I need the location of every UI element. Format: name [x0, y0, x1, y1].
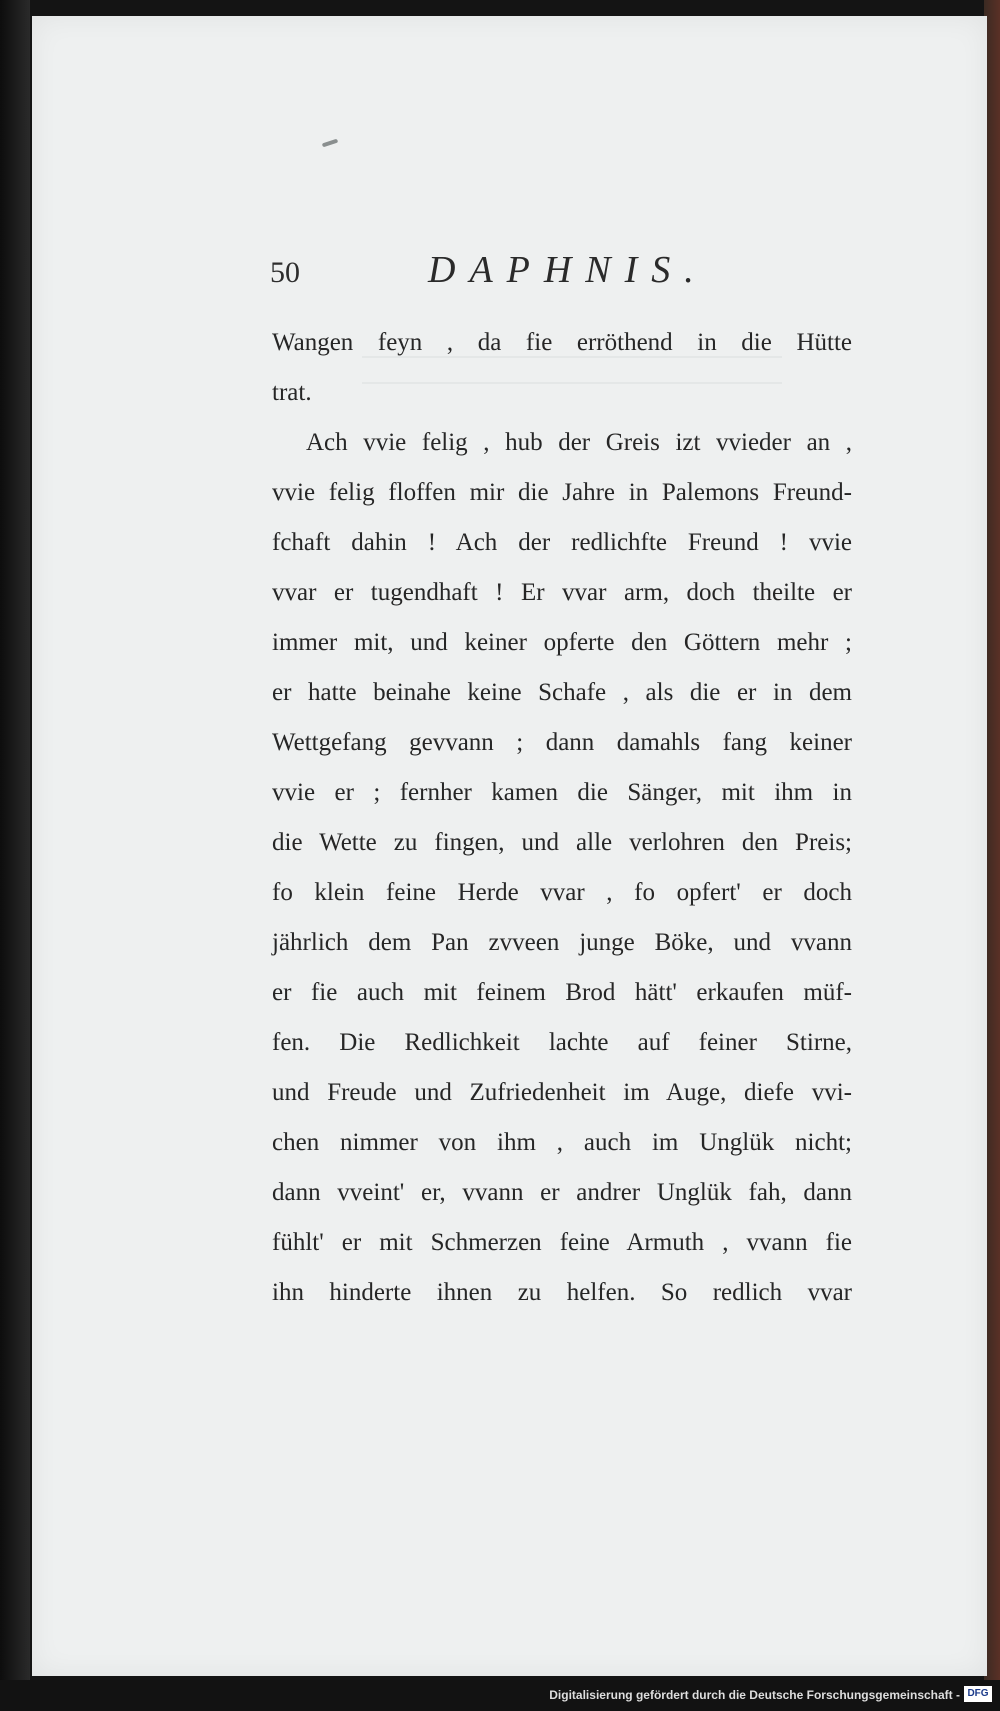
- page-header: [270, 248, 870, 298]
- footer-bar: [0, 1680, 1000, 1711]
- text-line: fen. Die Redlichkeit lachte auf feiner Stirne,: [272, 1029, 852, 1056]
- dfg-logo: DFG: [964, 1686, 992, 1702]
- running-title: DAPHNIS.: [428, 249, 708, 291]
- text-line: trat.: [272, 379, 312, 406]
- text-line: er hatte beinahe keine Schafe , als die er in dem: [272, 679, 852, 706]
- text-line: Ach vvie felig , hub der Greis izt vvieder an ,: [306, 429, 852, 456]
- text-line: Wettgefang gevvann ; dann damahls fang keiner: [272, 729, 852, 756]
- footer-credit: Digitalisierung gefördert durch die Deutsche Forschungsgemeinschaft -: [549, 1688, 960, 1702]
- text-line: fo klein feine Herde vvar , fo opfert' er doch: [272, 879, 852, 906]
- text-line: Wangen feyn , da fie erröthend in die Hütte: [272, 329, 852, 356]
- text-line: fühlt' er mit Schmerzen feine Armuth , vvann fie: [272, 1229, 852, 1256]
- text-line: vvie felig floffen mir die Jahre in Palemons Freund-: [272, 479, 852, 506]
- text-line: fchaft dahin ! Ach der redlichfte Freund ! vvie: [272, 529, 852, 556]
- text-line: immer mit, und keiner opferte den Göttern mehr ;: [272, 629, 852, 656]
- text-line: ihn hinderte ihnen zu helfen. So redlich vvar: [272, 1279, 852, 1306]
- text-line: vvie er ; fernher kamen die Sänger, mit ihm in: [272, 779, 852, 806]
- text-line: chen nimmer von ihm , auch im Unglük nicht;: [272, 1129, 852, 1156]
- book-edge-left: [0, 0, 30, 1711]
- text-line: dann vveint' er, vvann er andrer Unglük fah, dann: [272, 1179, 852, 1206]
- text-line: er fie auch mit feinem Brod hätt' erkaufen müf-: [272, 979, 852, 1006]
- text-line: vvar er tugendhaft ! Er vvar arm, doch theilte er: [272, 579, 852, 606]
- text-line: und Freude und Zufriedenheit im Auge, diefe vvi-: [272, 1079, 852, 1106]
- bleed-through-shadow: [330, 125, 362, 197]
- text-line: jährlich dem Pan zvveen junge Böke, und vvann: [272, 929, 852, 956]
- page-number: 50: [270, 256, 300, 289]
- text-line: die Wette zu fingen, und alle verlohren den Preis;: [272, 829, 852, 856]
- body-text: [272, 318, 852, 1318]
